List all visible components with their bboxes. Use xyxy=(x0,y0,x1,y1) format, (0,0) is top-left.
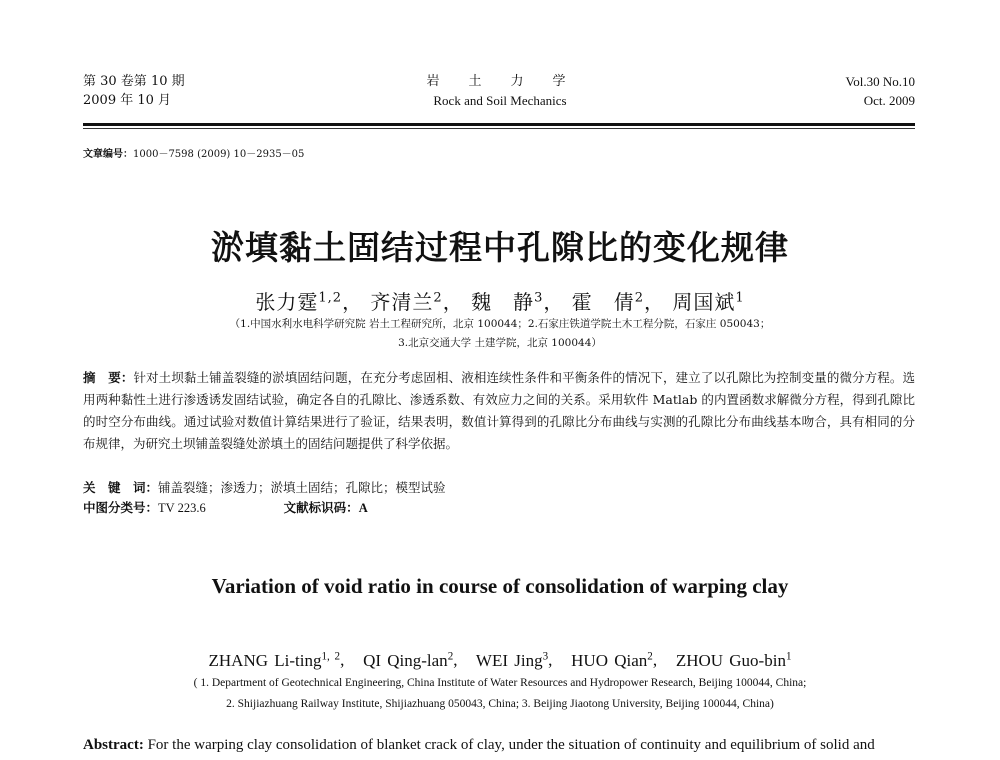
affiliation-cn-2: 3.北京交通大学 土建学院，北京 100044） xyxy=(398,337,602,349)
affiliation-en-1: ( 1. Department of Geotechnical Engineering, China Institute of Water Resources and Hydropower Research, Beijing 100044, China; xyxy=(193,677,807,689)
clc-label: 中图分类号： xyxy=(83,500,159,515)
abstract-text-en: For the warping clay consolidation of blanket crack of clay, under the situation of continuity and equilibrium of solid and xyxy=(147,737,875,753)
date-cn: 2009 年 10 月 xyxy=(83,93,172,108)
clc-value: TV 223.6 xyxy=(158,501,206,515)
author: HUO Qian$^2$ xyxy=(571,650,653,670)
author: 魏 静$^3$ xyxy=(471,290,544,314)
article-id-label: 文章编号： xyxy=(83,149,133,160)
title-cn: 淤填黏土固结过程中孔隙比的变化规律 xyxy=(211,228,789,267)
article-id-value: 1000－7598 (2009) 10－2935－05 xyxy=(133,149,305,160)
abstract-cn xyxy=(83,367,915,455)
doc-code-label: 文献标识码： xyxy=(283,500,359,515)
keywords-cn xyxy=(83,477,915,499)
author: 周国斌$^1$ xyxy=(672,290,745,314)
author: WEI Jing$^3$ xyxy=(475,650,549,670)
classification xyxy=(83,497,915,519)
abstract-text-cn: 针对土坝黏土铺盖裂缝的淤填固结问题，在充分考虑固相、液相连续性条件和平衡条件的情况下，建立了以孔隙比为控制变量的微分方程。选用两种黏性土进行渗透诱发固结试验，确定各自的孔隙比、渗透系数、有效应力之间的关系。采用软件 Matlab 的内置函数求解微分方程，得到孔隙比的时空分布曲线。通过试验对数值计算结果进行了验证，结果表明，数值计算得到的孔隙比分布曲线与实测的孔隙比分布曲线基本吻合，具有相同的分布规律，为研究土坝铺盖裂缝处淤填土的固结问题提供了科学依据。 xyxy=(83,370,915,451)
header-rule-thin xyxy=(83,128,915,129)
doc-code-value: A xyxy=(358,501,368,515)
date-en: Oct. 2009 xyxy=(863,93,915,108)
article-id xyxy=(83,145,304,160)
author: 霍 倩$^2$ xyxy=(571,290,644,314)
title-en: Variation of void ratio in course of consolidation of warping clay xyxy=(211,574,789,598)
keywords-text: 铺盖裂缝；渗透力；淤填土固结；孔隙比；模型试验 xyxy=(158,480,446,495)
authors-cn: 张力霆$^{1,2}$， 齐清兰$^2$， 魏 静$^3$， 霍 倩$^2$， 周国斌$^1$ xyxy=(255,290,745,314)
issue-info-en xyxy=(846,72,915,110)
volume-issue-en: Vol.30 No.10 xyxy=(845,74,915,89)
keywords-label: 关 键 词： xyxy=(83,480,159,495)
abstract-label-cn: 摘 要： xyxy=(83,370,134,385)
journal-name-cn: 岩 土 力 学 xyxy=(426,74,574,89)
author: ZHANG Li-ting$^{1, 2}$ xyxy=(208,650,341,670)
affiliation-en-2: 2. Shijiazhuang Railway Institute, Shijiazhuang 050043, China; 3. Beijing Jiaotong University, Beijing 100044, China) xyxy=(226,698,774,710)
authors-en: ZHANG Li-ting$^{1, 2}$, QI Qing-lan$^2$, WEI Jing$^3$, HUO Qian$^2$, ZHOU Guo-bin$^1$ xyxy=(208,650,792,670)
author: QI Qing-lan$^2$ xyxy=(363,650,454,670)
volume-issue-cn: 第 30 卷第 10 期 xyxy=(83,74,185,89)
author: 张力霆$^{1,2}$ xyxy=(255,290,343,314)
affiliation-cn-1: （1.中国水利水电科学研究院 岩土工程研究所，北京 100044；2.石家庄铁道学院土木工程分院，石家庄 050043； xyxy=(229,318,771,330)
abstract-label-en: Abstract: xyxy=(83,737,144,753)
journal-name-en: Rock and Soil Mechanics xyxy=(433,93,567,108)
author: 齐清兰$^2$ xyxy=(370,290,443,314)
abstract-en xyxy=(83,737,923,754)
author: ZHOU Guo-bin$^1$ xyxy=(675,650,792,670)
header-rule xyxy=(83,123,915,126)
